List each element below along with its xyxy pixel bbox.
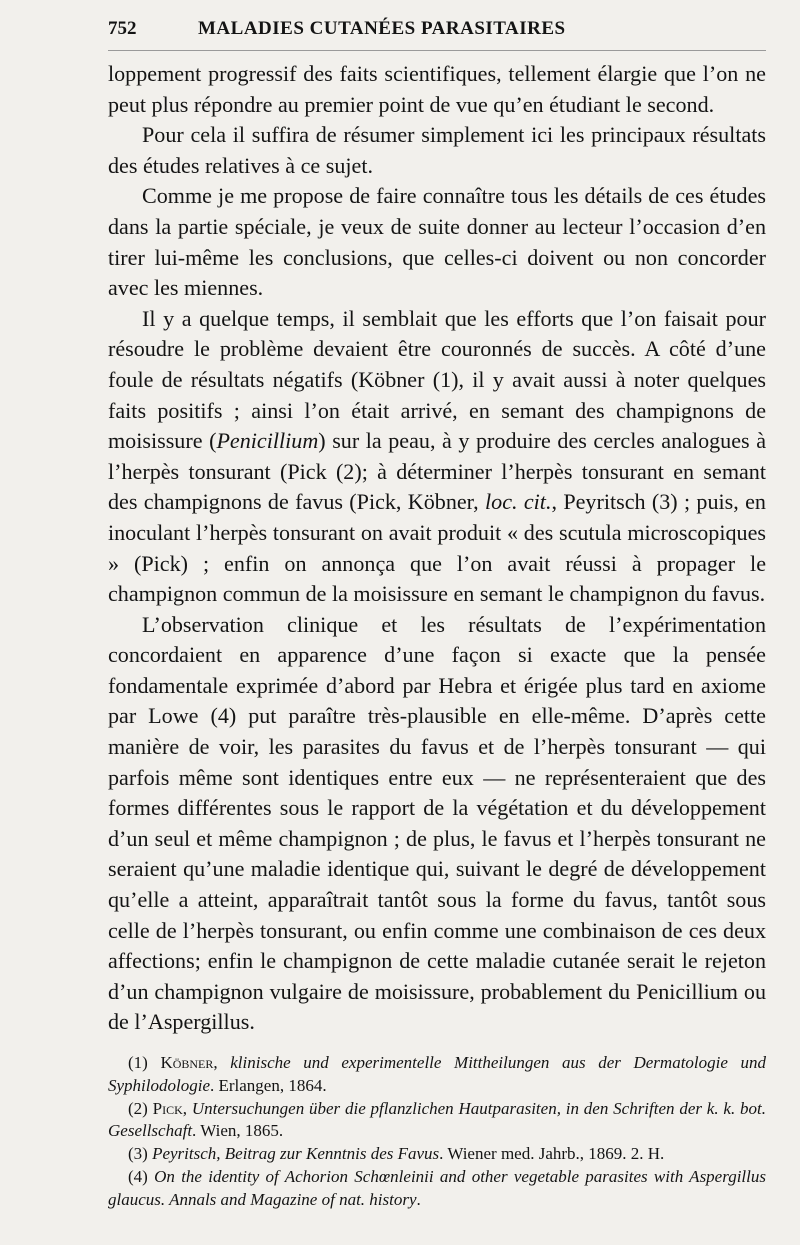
footnote: (1) Köbner, klinische und experimentelle Mittheilungen aus der Dermatologie und Syphilodologie. Erlangen, 1864.	[108, 1053, 767, 1095]
footnote: (4) On the identity of Achorion Schœnleinii and other vegetable parasites with Aspergillus glaucus. Annals and Magazine of nat. history.	[108, 1166, 766, 1209]
text-run: Il y a quelque temps, il semblait que les efforts que l’on faisait pour résoudre le problème devaient être couronnés de succès. A côté d’une foule de résultats négatifs (Köbner (1), il y avait aussi à noter quelques faits positifs ; ainsi l’on était arrivé, en semant des champignons de moisissure (	[108, 305, 766, 454]
text-run: , Peyritsch (3) ; puis, en inoculant l’herpès tonsurant on avait produit « des scutula microscopiques » (Pick) ; enfin on annonça que l’on avait réussi à propager le champignon commun de la moisissure en semant le champignon du favus.	[108, 489, 766, 607]
paragraph: L’observation clinique et les résultats de l’expérimentation concordaient en apparence d’une façon si exacte que la pensée fondamentale exprimée d’abord par Hebra et érigée plus tard en axiome par Lowe (4) put paraître très-plausible en elle-même. D’après cette manière de voir, les parasites du favus et de l’herpès tonsurant — qui parfois même sont identiques entre eux — ne représenteraient que des formes différentes sous le rapport de la végétation et du développement d’un seul et même champignon ; de plus, le favus et l’herpès tonsurant ne seraient qu’une maladie identique qui, suivant le degré de développement qu’elle a atteint, apparaîtrait tantôt sous la forme du favus, tantôt sous celle de l’herpès tonsurant, ou enfin comme une combinaison de ces deux affections; enfin le champignon de cette maladie cutanée serait le rejeton d’un champignon vulgaire de moisissure, probablement du Penicillium ou de l’Aspergillus.	[108, 611, 766, 1035]
page-header	[108, 18, 766, 51]
text-run: ) sur la peau, à y produire des cercles analogues à l’herpès tonsurant (Pick (2); à déterminer l’herpès tonsurant en semant des champignons de favus (Pick, Köbner,	[108, 428, 766, 515]
italic-term: Penicillium	[216, 428, 319, 454]
paragraph: Comme je me propose de faire connaître tous les détails de ces études dans la partie spéciale, je veux de suite donner au lecteur l’occasion d’en tirer lui-même les conclusions, que celles-ci doivent ou non concorder avec les miennes.	[108, 183, 766, 301]
footnote-title: Untersuchungen über die pflanzlichen Hautparasiten, in den Schriften der k. k. bot. Gesellschaft	[108, 1098, 766, 1141]
paragraph: loppement progressif des faits scientifiques, tellement élargie que l’on ne peut plus répondre au premier point de vue qu’en étudiant le second.	[108, 61, 766, 117]
paragraph	[108, 304, 766, 610]
footnote-author: Pick	[152, 1098, 183, 1118]
footnote-author: Köbner	[160, 1053, 214, 1072]
italic-term: loc. cit.	[485, 489, 552, 515]
body-text	[108, 59, 766, 1038]
footnotes	[108, 1052, 766, 1212]
footnote: (3) Peyritsch, Beitrag zur Kenntnis des Favus. Wiener med. Jahrb., 1869. 2. H.	[128, 1144, 665, 1164]
footnote-title: klinische und experimentelle Mittheilungen aus der Dermatologie und Syphilodologie	[108, 1053, 767, 1095]
footnote-title: Peyritsch, Beitrag zur Kenntnis des Favus	[152, 1144, 440, 1164]
footnote: (2) Pick, Untersuchungen über die pflanzlichen Hautparasiten, in den Schriften der k. k. bot. Gesellschaft. Wien, 1865.	[108, 1098, 766, 1141]
paragraph: Pour cela il suffira de résumer simplement ici les principaux résultats des études relatives à ce sujet.	[108, 122, 766, 178]
running-title: MALADIES CUTANÉES PARASITAIRES	[198, 18, 566, 39]
page-number: 752	[108, 18, 137, 39]
footnote-title: On the identity of Achorion Schœnleinii and other vegetable parasites with Aspergillus glaucus. Annals and Magazine of nat. history	[108, 1166, 766, 1209]
